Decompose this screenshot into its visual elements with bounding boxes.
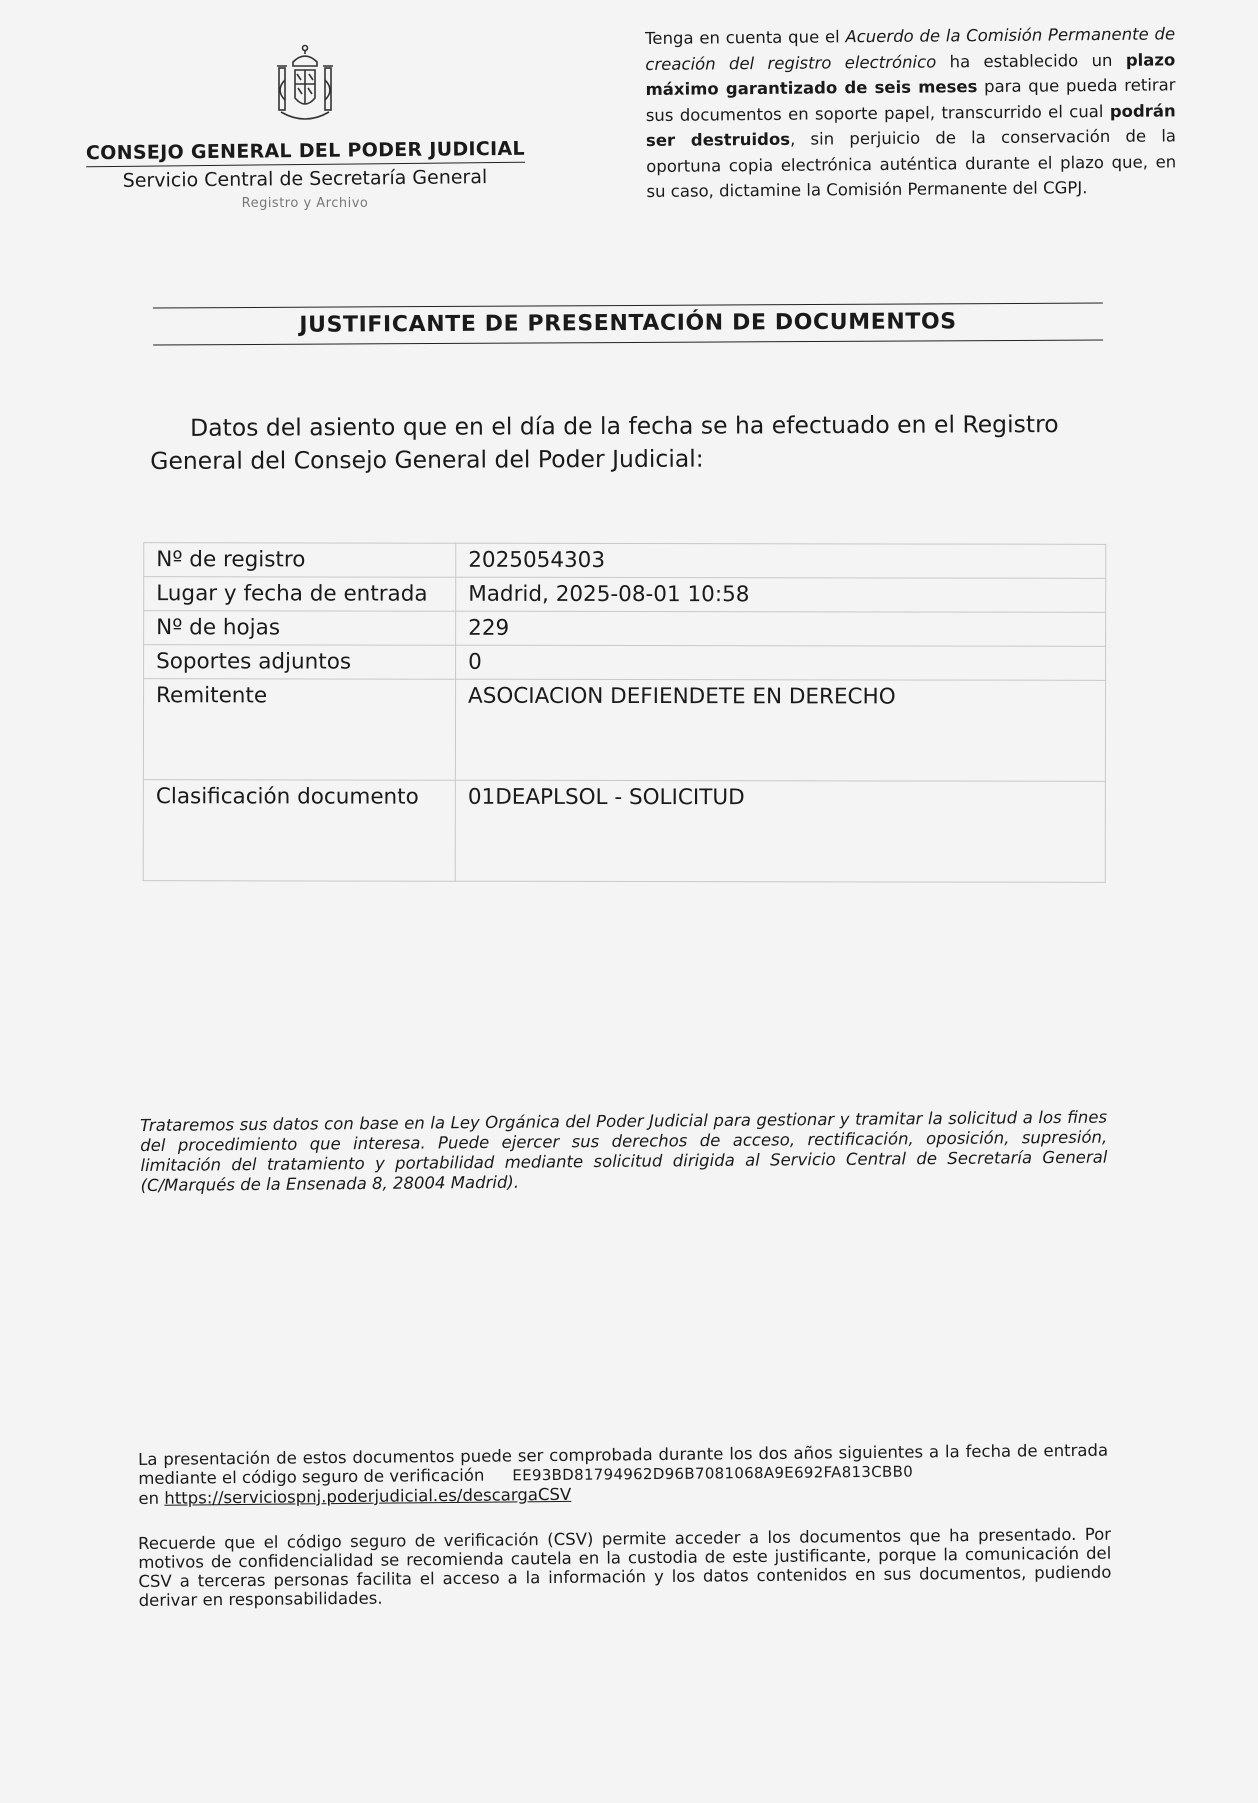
notice-destruction: podrán ser destruidos — [645, 100, 1176, 150]
table-row — [144, 577, 1106, 613]
table-row — [144, 543, 1106, 579]
registry-table — [143, 542, 1107, 883]
csv-code: EE93BD81794962D96B7081068A9E692FA813CBB0 — [512, 1462, 914, 1485]
title-bar — [153, 303, 1103, 346]
row-label: Clasificación documento — [143, 780, 455, 882]
notice-deadline: plazo máximo garantizado de seis meses — [645, 49, 1176, 99]
row-label: Nº de registro — [144, 543, 456, 578]
page-count: 229 — [456, 611, 1106, 646]
csv-download-link[interactable]: https://serviciospnj.poderjudicial.es/descargaCSV — [164, 1484, 572, 1508]
coat-of-arms-icon — [267, 40, 343, 130]
organization-name: CONSEJO GENERAL DEL PODER JUDICIAL — [85, 138, 524, 168]
data-protection-notice: Trataremos sus datos con base en la Ley Orgánica del Poder Judicial para gestionar y tramitar la solicitud a los fines del procedimiento que interesa. Puede ejercer sus derechos de acceso, rectificación, oposición, supresión, limitación del tratamiento y portabilidad mediante solicitud dirigida al Servicio Central de Secretaría General (C/Marqués de la Ensenada 8, 28004 Madrid). — [140, 1107, 1108, 1195]
entry-place-date: Madrid, 2025-08-01 10:58 — [456, 577, 1106, 612]
sender: ASOCIACION DEFIENDETE EN DERECHO — [455, 679, 1105, 781]
row-label: Lugar y fecha de entrada — [144, 577, 456, 612]
table-row — [143, 780, 1105, 883]
document-classification: 01DEAPLSOL - SOLICITUD — [455, 780, 1105, 882]
row-label: Remitente — [143, 679, 455, 781]
table-row — [144, 645, 1106, 681]
verification-block: La presentación de estos documentos puede ser comprobada durante los dos años siguientes a la fecha de entrada mediante el código seguro de verificación EE93BD81794962D96B7081068A9E692FA813CBB0 en https://serviciospnj.poderjudicial.es/descargaCSV — [138, 1440, 1109, 1508]
table-row — [143, 679, 1105, 782]
page-title: JUSTIFICANTE DE PRESENTACIÓN DE DOCUMENTOS — [299, 309, 957, 338]
organization-subunit: Registro y Archivo — [241, 196, 369, 211]
intro-paragraph: Datos del asiento que en el día de la fecha se ha efectuado en el Registro General del Consejo General del Poder Judicial: — [150, 410, 1059, 475]
verification-text: La presentación de estos documentos puede ser comprobada durante los dos años siguientes a la fecha de entrada mediante el código seguro de verificación — [138, 1440, 1109, 1488]
table-row — [144, 611, 1106, 647]
notice-agreement: Acuerdo de la Comisión Permanente de creación del registro electrónico — [645, 24, 1176, 74]
row-label: Soportes adjuntos — [144, 645, 456, 680]
attachments-count: 0 — [456, 645, 1106, 680]
retention-notice: Tenga en cuenta que el Acuerdo de la Comisión Permanente de creación del registro electrónico ha establecido un plazo máximo garantizado de seis meses para que pueda retirar sus documentos en soporte papel, transcurrido el cual podrán ser destruidos, sin perjuicio de la conservación de la oportuna copia electrónica auténtica durante el plazo que, en su caso, dictamine la Comisión Permanente del CGPJ. — [645, 24, 1177, 201]
csv-reminder: Recuerde que el código seguro de verificación (CSV) permite acceder a los documentos que ha presentado. Por motivos de confidencialidad se recomienda cautela en la custodia de este justificante, porque la comunicación del CSV a terceras personas facilita el acceso a la información y los datos contenidos en sus documentos, pudiendo derivar en responsabilidades. — [138, 1524, 1112, 1610]
organization-service: Servicio Central de Secretaría General — [122, 166, 488, 192]
header-logo-block — [70, 40, 540, 211]
registry-number: 2025054303 — [456, 543, 1106, 578]
row-label: Nº de hojas — [144, 611, 456, 646]
